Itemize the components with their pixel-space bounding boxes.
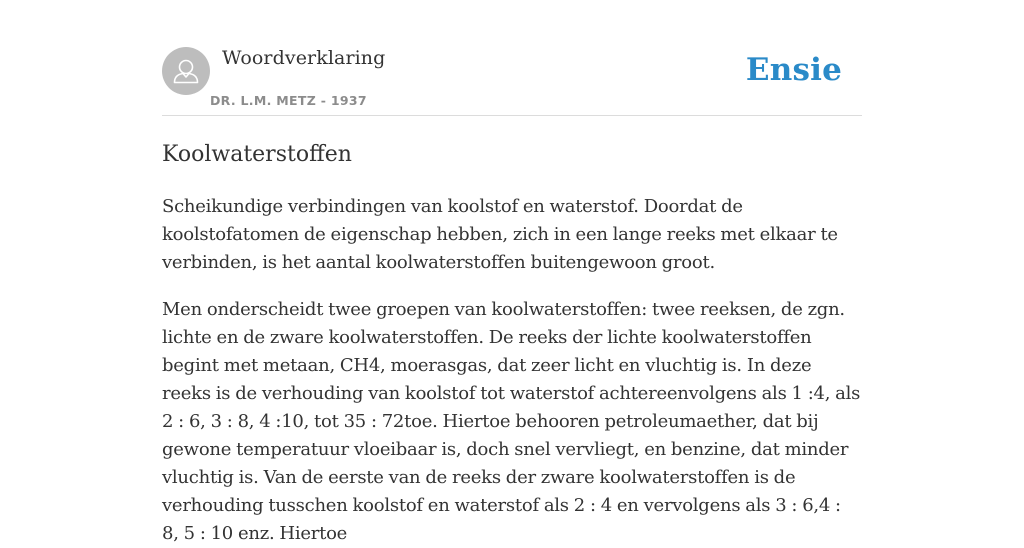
- category-label[interactable]: Woordverklaring: [222, 47, 386, 69]
- author-avatar[interactable]: [162, 47, 210, 95]
- article-paragraph: Men onderscheidt twee groepen van koolwaterstoffen: twee reeksen, de zgn. lichte en de zware koolwaterstoffen. De reeks der lichte koolwaterstoffen begint met metaan, CH4, moerasgas, dat zeer licht en vluchtig is. In deze reeks is de verhouding van koolstof tot waterstof achtereenvolgens als 1 :4, als 2 : 6, 3 : 8, 4 :10, tot 35 : 72toe. Hiertoe behooren petroleumaether, dat bij gewone temperatuur vloeibaar is, doch snel vervliegt, en benzine, dat minder vluchtig is. Van de eerste van de reeks der zware koolwaterstoffen is de verhouding tusschen koolstof en waterstof als 2 : 4 en vervolgens als 3 : 6,4 : 8, 5 : 10 enz. Hiertoe: [162, 299, 861, 544]
- content-column: [162, 0, 862, 548]
- article-paragraph: Scheikundige verbindingen van koolstof en waterstof. Doordat de koolstofatomen de eigenschap hebben, zich in een lange reeks met elkaar te verbinden, is het aantal koolwaterstoffen buitengewoon groot.: [162, 196, 838, 273]
- brand-logo[interactable]: Ensie: [745, 52, 842, 88]
- article-header: [162, 0, 862, 116]
- source-label[interactable]: DR. L.M. METZ - 1937: [210, 93, 367, 108]
- user-icon: [162, 47, 210, 95]
- article-title: Koolwaterstoffen: [162, 142, 352, 167]
